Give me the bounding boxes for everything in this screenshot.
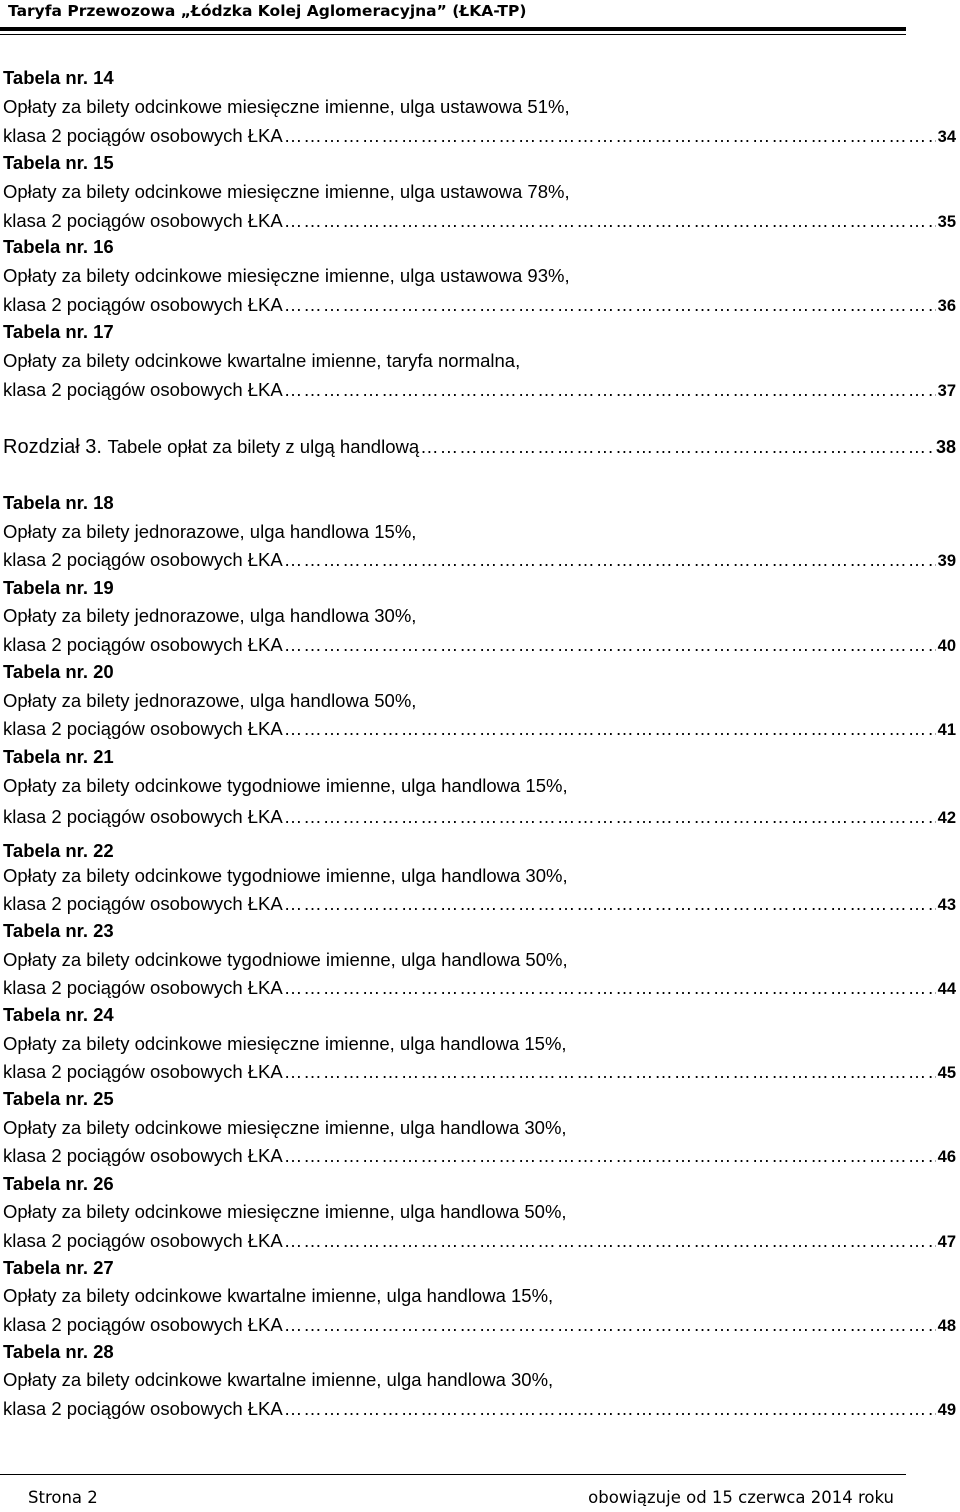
toc-entry-label: Tabela nr. 15 [3,152,114,173]
toc-entry-label: Tabela nr. 17 [3,321,114,342]
toc-entry-line[interactable] [3,125,956,147]
toc-entry-page: 35 [937,213,956,231]
toc-entry-label: Tabela nr. 19 [3,577,114,598]
toc-entry-line[interactable] [3,379,956,401]
toc-entry-page: 36 [937,297,956,315]
dot-leader [284,379,936,401]
toc-entry-label: Tabela nr. 18 [3,492,114,513]
toc-entry-label: Tabela nr. 16 [3,236,114,257]
toc-entry-page: 41 [937,721,956,739]
toc-entry-description: Opłaty za bilety odcinkowe miesięczne imienne, ulga ustawowa 51%, [3,96,570,117]
toc-entry-page: 47 [937,1233,956,1251]
toc-entry-line[interactable] [3,893,956,915]
toc-entry-line[interactable] [3,1398,956,1420]
toc-entry-label: Tabela nr. 22 [3,840,114,861]
toc-entry-line[interactable] [3,806,956,828]
document-title: Taryfa Przewozowa „Łódzka Kolej Aglomeracyjna” (ŁKA-TP) [8,2,527,20]
toc-entry-description: Opłaty za bilety odcinkowe kwartalne imienne, ulga handlowa 15%, [3,1285,554,1306]
dot-leader [284,1314,936,1336]
toc-entry-line[interactable] [3,210,956,232]
toc-entry-description: Opłaty za bilety odcinkowe miesięczne imienne, ulga handlowa 30%, [3,1117,567,1138]
toc-entry-description: Opłaty za bilety jednorazowe, ulga handlowa 30%, [3,605,417,626]
chapter-label: Rozdział 3. [3,436,102,458]
toc-entry-description: Opłaty za bilety odcinkowe miesięczne imienne, ulga ustawowa 78%, [3,181,570,202]
toc-entry-page: 39 [937,552,956,570]
toc-entry-description: Opłaty za bilety odcinkowe tygodniowe imienne, ulga handlowa 50%, [3,949,568,970]
toc-entry-train: klasa 2 pociągów osobowych ŁKA [3,718,283,739]
page-header [0,0,960,40]
toc-entry-line[interactable] [3,549,956,571]
dot-leader [284,977,936,999]
dot-leader [420,434,934,460]
toc-entry-description: Opłaty za bilety odcinkowe miesięczne imienne, ulga ustawowa 93%, [3,265,570,286]
toc-entry-train: klasa 2 pociągów osobowych ŁKA [3,379,283,400]
toc-entry-train: klasa 2 pociągów osobowych ŁKA [3,1398,283,1419]
dot-leader [284,893,936,915]
toc-entry-label: Tabela nr. 27 [3,1257,114,1278]
dot-leader [284,1145,936,1167]
dot-leader [284,1061,936,1083]
dot-leader [284,806,936,828]
toc-entry-label: Tabela nr. 14 [3,67,114,88]
dot-leader [284,549,936,571]
toc-entry-page: 48 [937,1317,956,1335]
dot-leader [284,634,936,656]
toc-entry-train: klasa 2 pociągów osobowych ŁKA [3,210,283,231]
toc-entry-train: klasa 2 pociągów osobowych ŁKA [3,1314,283,1335]
toc-entry-train: klasa 2 pociągów osobowych ŁKA [3,1061,283,1082]
dot-leader [284,210,936,232]
toc-entry-label: Tabela nr. 23 [3,920,114,941]
footer-validity: obowiązuje od 15 czerwca 2014 roku [588,1488,894,1507]
dot-leader [284,1230,936,1252]
dot-leader [284,718,936,740]
toc-entry-train: klasa 2 pociągów osobowych ŁKA [3,977,283,998]
toc-entry-label: Tabela nr. 26 [3,1173,114,1194]
toc-entry-page: 46 [937,1148,956,1166]
toc-entry-train: klasa 2 pociągów osobowych ŁKA [3,294,283,315]
dot-leader [284,1398,936,1420]
toc-entry-description: Opłaty za bilety odcinkowe kwartalne imienne, taryfa normalna, [3,350,521,371]
toc-entry-description: Opłaty za bilety odcinkowe miesięczne imienne, ulga handlowa 50%, [3,1201,567,1222]
toc-entry-page: 49 [937,1401,956,1419]
footer-rule [0,1474,906,1475]
toc-entry-line[interactable] [3,634,956,656]
header-rule-thin [0,34,906,35]
toc-entry-page: 34 [937,128,956,146]
toc-entry-page: 37 [937,382,956,400]
toc-entry-page: 43 [937,896,956,914]
toc-entry-line[interactable] [3,718,956,740]
footer-page-number: Strona 2 [28,1488,98,1507]
dot-leader [284,125,936,147]
chapter-page: 38 [935,437,956,457]
toc-entry-page: 40 [937,637,956,655]
toc-entry-label: Tabela nr. 20 [3,661,114,682]
toc-entry-description: Opłaty za bilety odcinkowe tygodniowe imienne, ulga handlowa 15%, [3,775,568,796]
toc-entry-line[interactable] [3,1145,956,1167]
toc-entry-description: Opłaty za bilety odcinkowe miesięczne imienne, ulga handlowa 15%, [3,1033,567,1054]
toc-entry-label: Tabela nr. 28 [3,1341,114,1362]
toc-entry-page: 45 [937,1064,956,1082]
dot-leader [284,294,936,316]
header-rule-thick [0,27,906,31]
toc-entry-train: klasa 2 pociągów osobowych ŁKA [3,893,283,914]
toc-entry-description: Opłaty za bilety odcinkowe tygodniowe imienne, ulga handlowa 30%, [3,865,568,886]
toc-entry-line[interactable] [3,977,956,999]
toc-entry-description: Opłaty za bilety jednorazowe, ulga handlowa 15%, [3,521,417,542]
toc-entry-line[interactable] [3,1314,956,1336]
toc-entry-train: klasa 2 pociągów osobowych ŁKA [3,1145,283,1166]
toc-entry-line[interactable] [3,294,956,316]
toc-entry-line[interactable] [3,1230,956,1252]
toc-entry-train: klasa 2 pociągów osobowych ŁKA [3,806,283,827]
toc-entry-description: Opłaty za bilety jednorazowe, ulga handlowa 50%, [3,690,417,711]
toc-entry-train: klasa 2 pociągów osobowych ŁKA [3,125,283,146]
toc-entry-page: 44 [937,980,956,998]
toc-entry-page: 42 [937,809,956,827]
toc-entry-train: klasa 2 pociągów osobowych ŁKA [3,549,283,570]
toc-entry-label: Tabela nr. 25 [3,1088,114,1109]
toc-entry-line[interactable] [3,1061,956,1083]
toc-entry-train: klasa 2 pociągów osobowych ŁKA [3,634,283,655]
toc-entry-train: klasa 2 pociągów osobowych ŁKA [3,1230,283,1251]
toc-entry-label: Tabela nr. 21 [3,746,114,767]
toc-entry-description: Opłaty za bilety odcinkowe kwartalne imienne, ulga handlowa 30%, [3,1369,554,1390]
toc-entry-label: Tabela nr. 24 [3,1004,114,1025]
toc-chapter-line[interactable] [3,434,956,460]
chapter-title: Tabele opłat za bilety z ulgą handlową [107,436,420,457]
